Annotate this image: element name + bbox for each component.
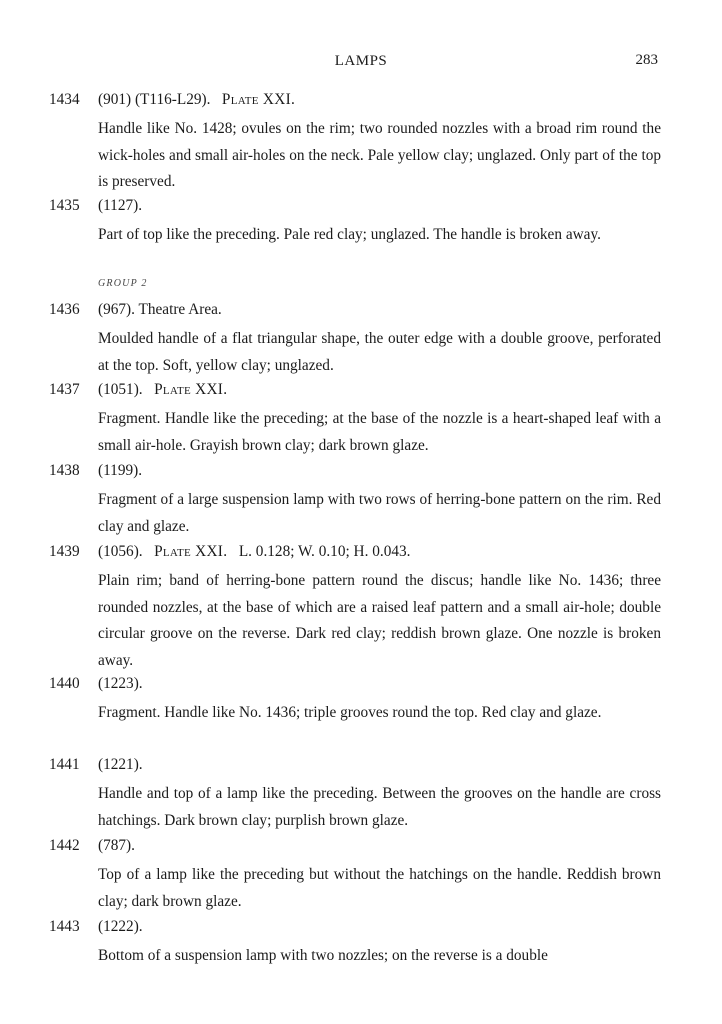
catalogue-entry (0, 301, 722, 374)
entry-head (0, 301, 722, 323)
entry-reference: (1199). (98, 462, 143, 479)
entry-description: Handle and top of a lamp like the preceding. Between the grooves on the handle are cross hatchings. Dark brown clay; purplish brown glaze. (98, 785, 661, 829)
plate-reference: Plate XXI. (154, 381, 228, 398)
entry-number: 1439 (49, 543, 80, 560)
entry-number: 1435 (49, 197, 80, 214)
entry-head (0, 918, 722, 940)
entry-number: 1436 (49, 301, 80, 318)
catalogue-entry (0, 675, 722, 721)
catalogue-entry (0, 381, 722, 454)
catalogue-entry (0, 462, 722, 535)
entry-description: Part of top like the preceding. Pale red clay; unglazed. The handle is broken away. (98, 226, 601, 243)
entry-heading (98, 837, 135, 855)
catalogue-entry (0, 756, 722, 829)
entry-heading (98, 91, 295, 109)
entry-heading (98, 918, 143, 936)
entry-head (0, 675, 722, 697)
entry-reference: (901) (T116-L29). (98, 91, 211, 108)
entry-description: Fragment. Handle like No. 1436; triple grooves round the top. Red clay and glaze. (98, 704, 602, 721)
entry-heading (98, 301, 222, 319)
entry-number: 1434 (49, 91, 80, 108)
entry-description: Bottom of a suspension lamp with two nozzles; on the reverse is a double (98, 947, 548, 964)
running-title: LAMPS (334, 53, 388, 69)
dimensions: L. 0.128; W. 0.10; H. 0.043. (238, 543, 411, 560)
catalogue-entry (0, 543, 722, 669)
entry-heading (98, 756, 143, 774)
entry-reference: (1223). (98, 675, 143, 692)
entry-reference: (1222). (98, 918, 143, 935)
entry-heading (98, 462, 142, 480)
entry-description: Fragment. Handle like the preceding; at the base of the nozzle is a heart-shaped leaf with a small air-hole. Grayish brown clay; dark brown glaze. (98, 410, 661, 454)
entry-number: 1443 (49, 918, 80, 935)
entry-number: 1438 (49, 462, 80, 479)
entry-heading (98, 675, 143, 693)
plate-reference: Plate XXI. (154, 543, 228, 560)
entry-reference: (1056). (98, 543, 143, 560)
entry-head (0, 756, 722, 778)
entry-heading (98, 543, 410, 561)
entry-reference: (967). Theatre Area. (98, 301, 222, 318)
page-number: 283 (635, 52, 658, 68)
entry-description: Handle like No. 1428; ovules on the rim; two rounded nozzles with a broad rim round the wick-holes and small air-holes on the neck. Pale yellow clay; unglazed. Only part of the top is preserved. (98, 120, 661, 190)
catalogue-entry (0, 918, 722, 964)
entry-head (0, 91, 722, 113)
catalogue-entry (0, 91, 722, 190)
catalogue-entry (0, 197, 722, 243)
catalogue-entry (0, 837, 722, 910)
entry-number: 1441 (49, 756, 80, 773)
entry-number: 1437 (49, 381, 80, 398)
entry-head (0, 381, 722, 403)
entry-head (0, 837, 722, 859)
entry-description: Top of a lamp like the preceding but without the hatchings on the handle. Reddish brown clay; dark brown glaze. (98, 866, 661, 910)
entry-heading (98, 197, 142, 215)
group-label: GROUP 2 (98, 278, 148, 289)
entry-reference: (1051). (98, 381, 143, 398)
entry-reference: (787). (98, 837, 135, 854)
entry-description: Moulded handle of a flat triangular shape, the outer edge with a double groove, perforated at the top. Soft, yellow clay; unglazed. (98, 330, 661, 374)
running-head (0, 53, 722, 73)
entry-description: Plain rim; band of herring-bone pattern round the discus; handle like No. 1436; three rounded nozzles, at the base of which are a raised leaf pattern and a small air-hole; double circular groove on the reverse. Dark red clay; reddish brown glaze. One nozzle is broken away. (98, 572, 661, 669)
entry-head (0, 462, 722, 484)
entry-reference: (1127). (98, 197, 143, 214)
entry-head (0, 543, 722, 565)
entry-number: 1442 (49, 837, 80, 854)
entry-reference: (1221). (98, 756, 143, 773)
entry-number: 1440 (49, 675, 80, 692)
entry-heading (98, 381, 227, 399)
entry-description: Fragment of a large suspension lamp with two rows of herring-bone pattern on the rim. Red clay and glaze. (98, 491, 661, 535)
plate-reference: Plate XXI. (221, 91, 296, 108)
entry-head (0, 197, 722, 219)
